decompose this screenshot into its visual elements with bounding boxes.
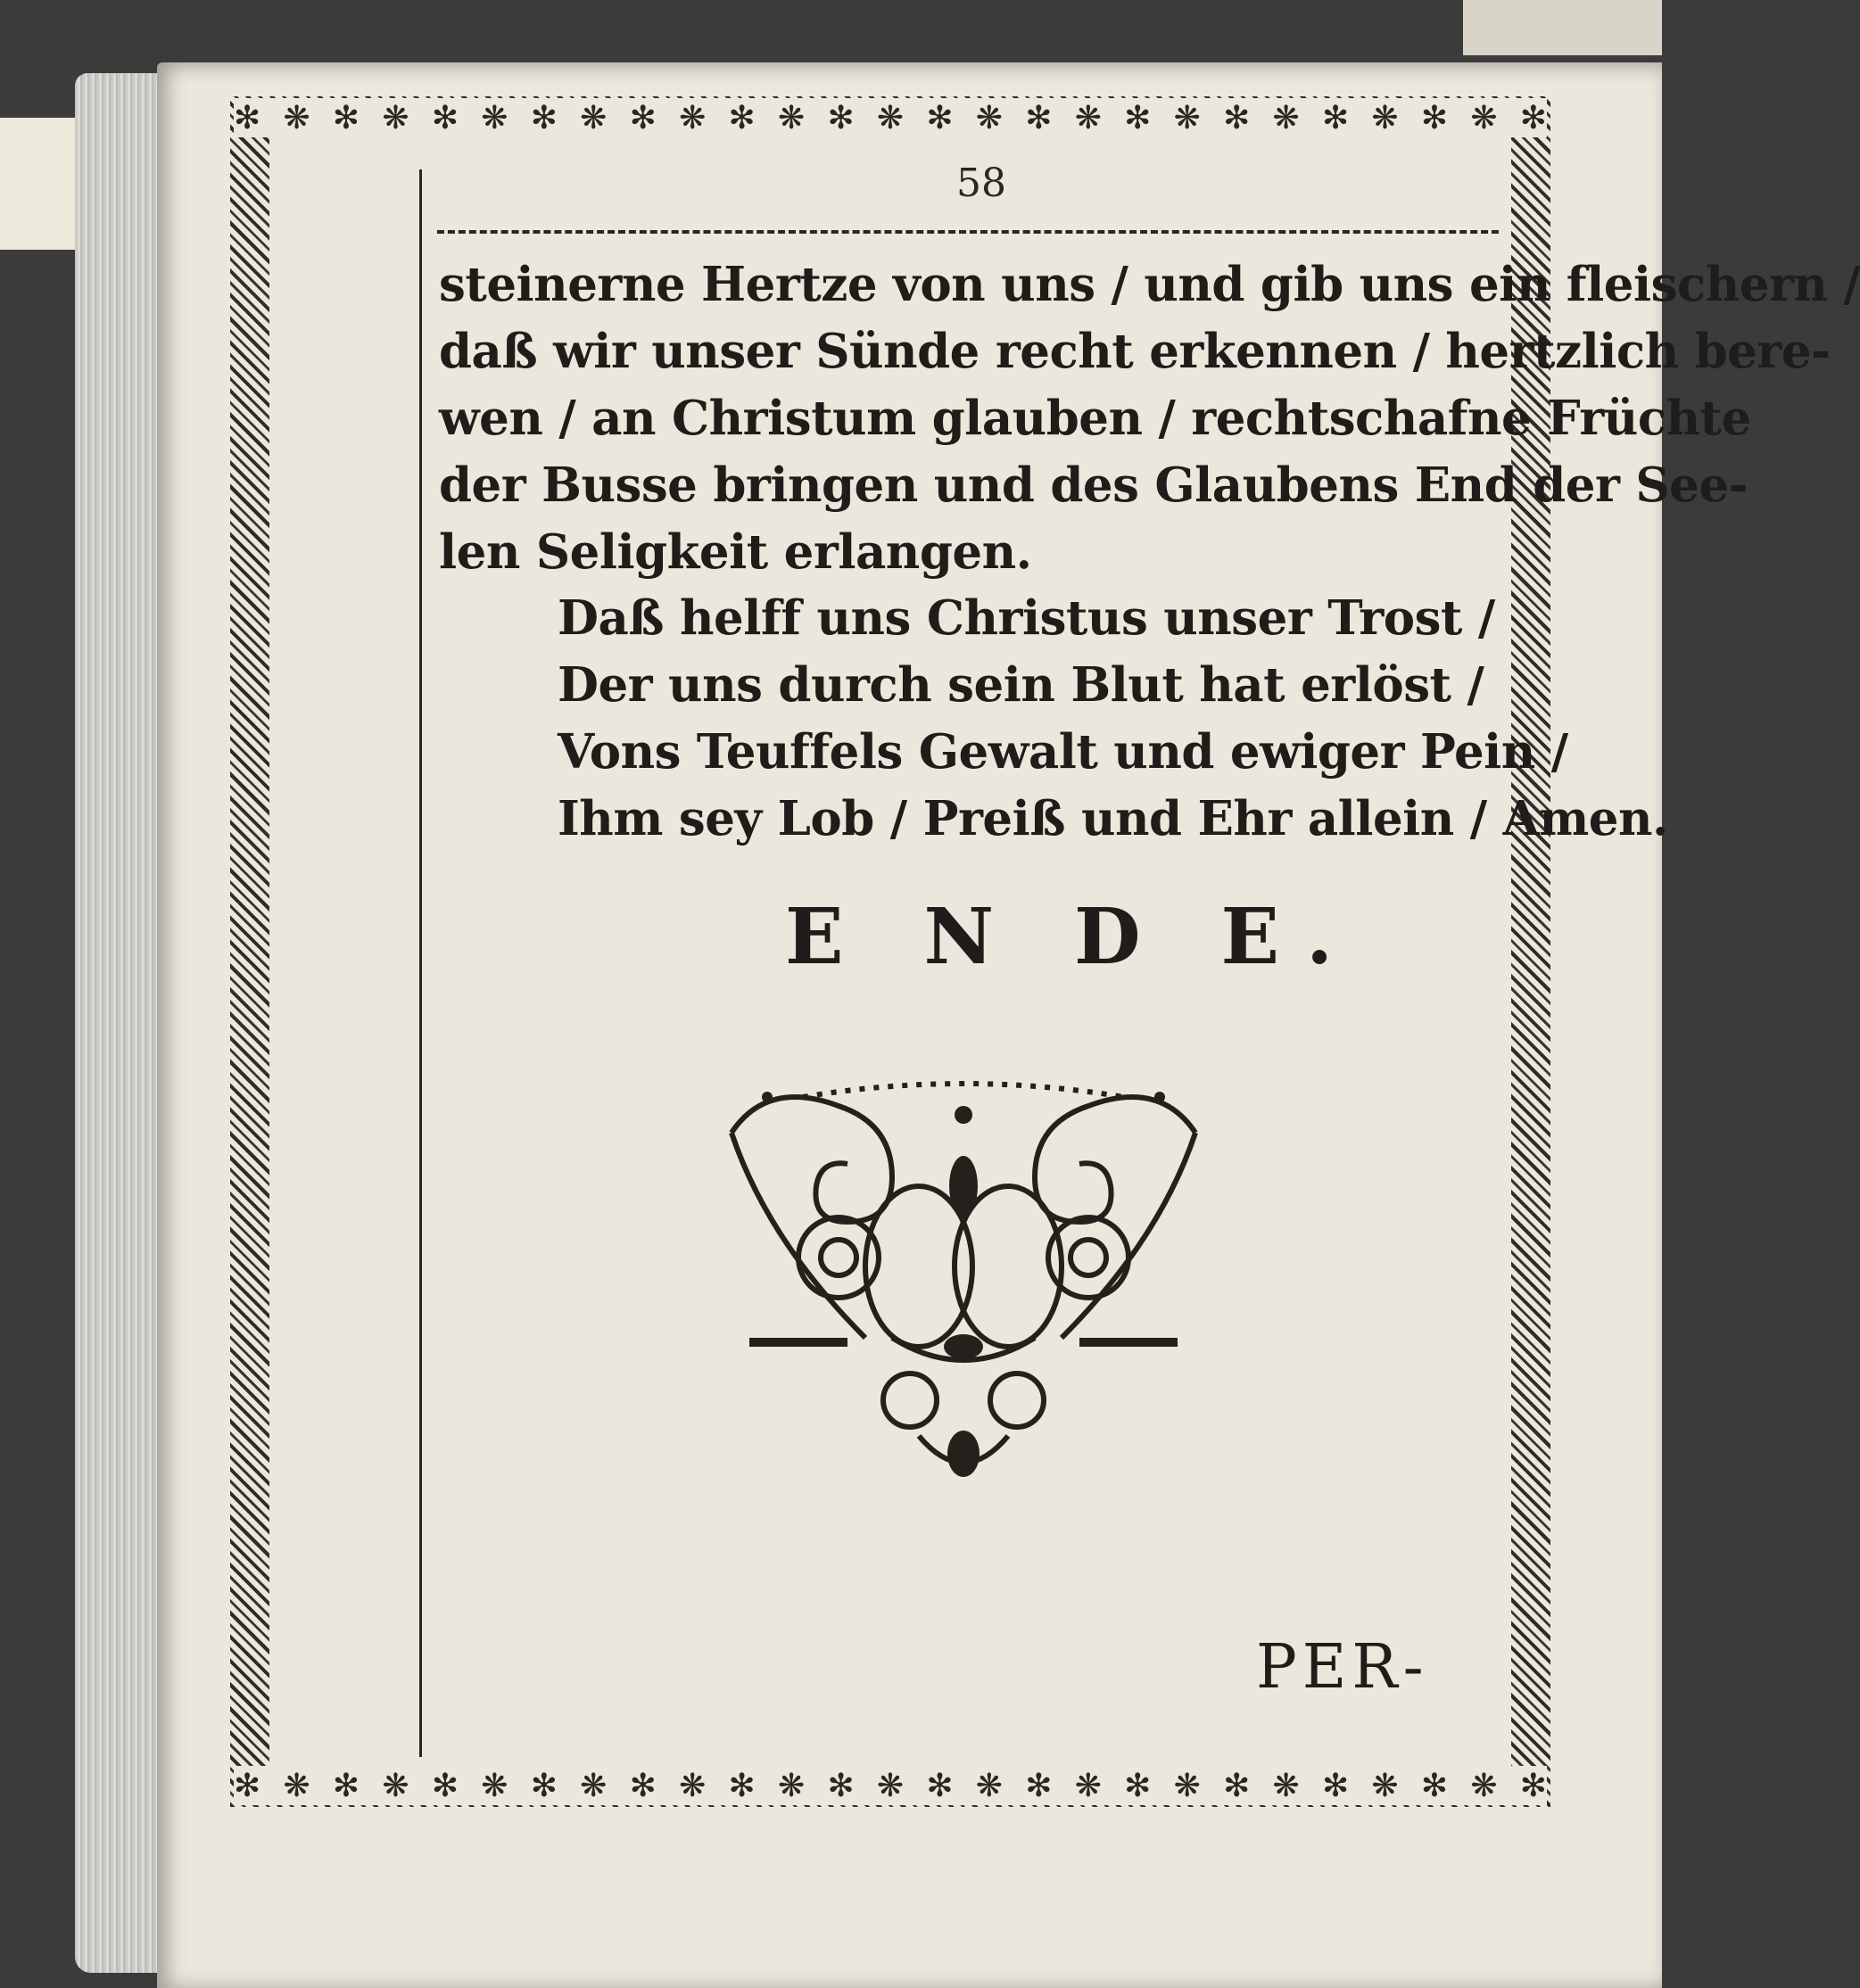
verse-line: Daß helff uns Christus unser Trost / [558, 590, 1495, 646]
bottom-ornament-band: ✻ ❋ ✻ ❋ ✻ ❋ ✻ ❋ ✻ ❋ ✻ ❋ ✻ ❋ ✻ ❋ ✻ ❋ ✻ ❋ ✻ ❋ ✻ ❋ ✻ ❋ ✻ [234, 1767, 1547, 1804]
top-ornament-band: ✻ ❋ ✻ ❋ ✻ ❋ ✻ ❋ ✻ ❋ ✻ ❋ ✻ ❋ ✻ ❋ ✻ ❋ ✻ ❋ ✻ ❋ ✻ ❋ ✻ ❋ ✻ [234, 99, 1547, 136]
body-line: steinerne Hertze von uns / und gib uns ein fleischern / [439, 257, 1860, 312]
verse-block [558, 585, 1668, 853]
page-marker-tab [0, 118, 79, 250]
body-line: daß wir unser Sünde recht erkennen / hertzlich bere- [439, 324, 1831, 379]
background-strip [1463, 0, 1662, 55]
ornamental-vignette [714, 1079, 1213, 1489]
margin-rule [419, 169, 422, 1757]
verse-line: Der uns durch sein Blut hat erlöst / [558, 657, 1484, 713]
verse-line: Ihm sey Lob / Preiß und Ehr allein / Amen. [558, 791, 1668, 846]
body-text [439, 252, 1860, 586]
body-line: len Seligkeit erlangen. [439, 524, 1032, 580]
catchword: PER- [1256, 1632, 1429, 1703]
verse-line: Vons Teuffels Gewalt und ewiger Pein / [558, 724, 1568, 780]
ende-heading: E N D E. [785, 892, 1360, 982]
body-line: der Busse bringen und des Glaubens End der See- [439, 458, 1748, 513]
body-line: wen / an Christum glauben / rechtschafne Früchte [439, 391, 1751, 446]
header-rule [437, 230, 1499, 234]
page-number: 58 [956, 161, 1006, 206]
